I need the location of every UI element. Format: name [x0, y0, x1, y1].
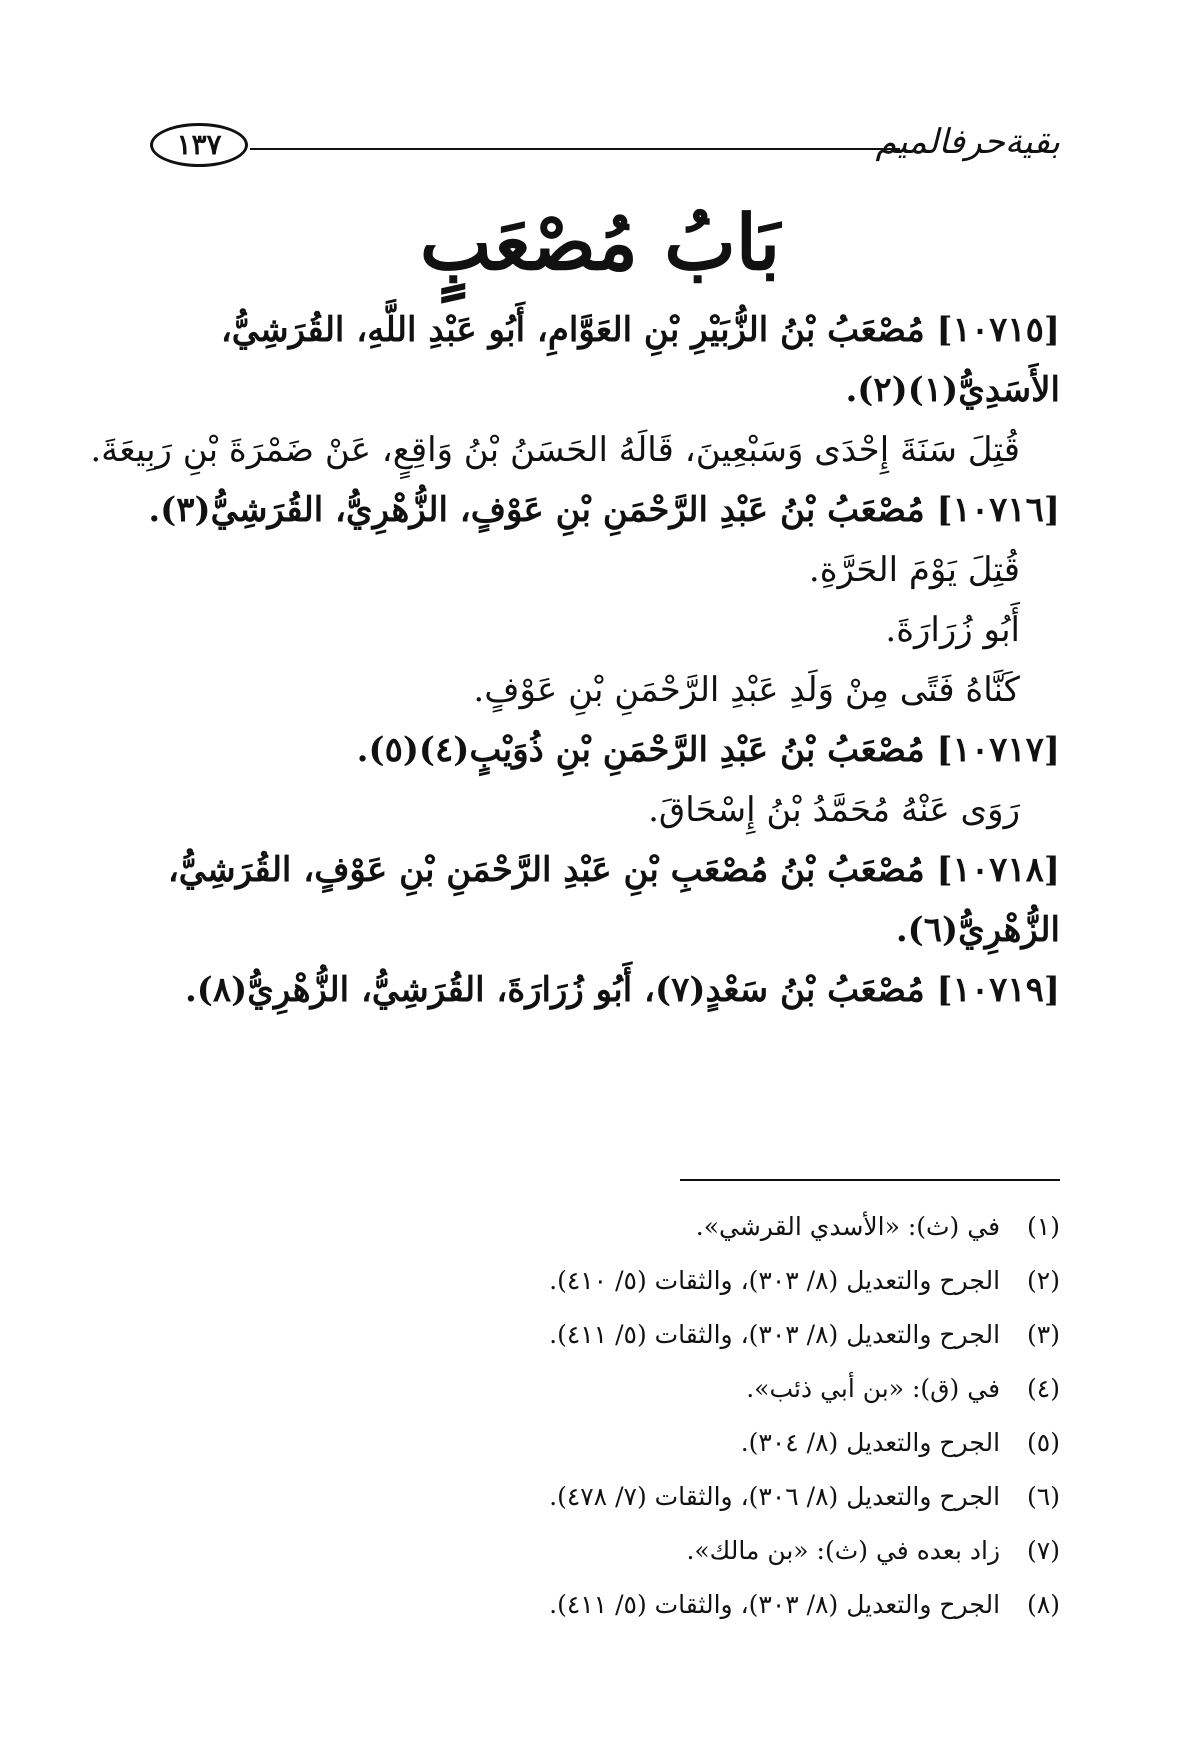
- entry-10717: [١٠٧١٧] مُصْعَبُ بْنُ عَبْدِ الرَّحْمَنِ بْنِ ذُوَيْبٍ(٤)(٥).: [356, 730, 1060, 770]
- entry-10716-note-2: أَبُو زُرَارَةَ.: [885, 610, 1020, 650]
- footnote-item: [160, 1362, 1060, 1416]
- entry-10718-line-1: [١٠٧١٨] مُصْعَبُ بْنُ مُصْعَبِ بْنِ عَبْدِ الرَّحْمَنِ بْنِ عَوْفٍ، القُرَشِيُّ،: [167, 850, 1060, 890]
- footnote-item: [160, 1416, 1060, 1470]
- footnote-number: (٣): [1027, 1320, 1060, 1349]
- entry-10716-note-3: كَنَّاهُ فَتًى مِنْ وَلَدِ عَبْدِ الرَّحْمَنِ بْنِ عَوْفٍ.: [473, 670, 1020, 710]
- footnote-text: الجرح والتعديل (٨/ ٣٠٣)، والثقات (٥/ ٤١١).: [549, 1590, 1001, 1619]
- page-header: [150, 118, 1060, 178]
- footnote-text: الجرح والتعديل (٨/ ٣٠٤).: [740, 1428, 1001, 1457]
- entry-10717-note: رَوَى عَنْهُ مُحَمَّدُ بْنُ إِسْحَاقَ.: [648, 790, 1020, 830]
- footnote-text: الجرح والتعديل (٨/ ٣٠٦)، والثقات (٧/ ٤٧٨).: [549, 1482, 1001, 1511]
- entry-10718-line-2: الزُّهْرِيُّ(٦).: [895, 910, 1060, 950]
- footnote-rule: [680, 1179, 1060, 1181]
- entry-10715-line-2: الأَسَدِيُّ(١)(٢).: [845, 370, 1060, 410]
- footnote-number: (٢): [1027, 1266, 1060, 1295]
- footnote-number: (٨): [1027, 1590, 1060, 1619]
- footnote-item: [160, 1200, 1060, 1254]
- footnote-text: في (ث): «الأسدي القرشي».: [695, 1212, 1001, 1241]
- footnote-text: في (ق): «بن أبي ذئب».: [746, 1374, 1001, 1403]
- footnotes: [160, 1200, 1060, 1632]
- footnote-number: (٥): [1027, 1428, 1060, 1457]
- header-rule: [250, 148, 900, 150]
- footnote-item: [160, 1254, 1060, 1308]
- footnote-item: [160, 1578, 1060, 1632]
- chapter-title: بَابُ مُصْعَبٍ: [419, 198, 781, 287]
- running-title: بقيةحرفالميم: [875, 122, 1060, 162]
- footnote-text: الجرح والتعديل (٨/ ٣٠٣)، والثقات (٥/ ٤١١).: [549, 1320, 1001, 1349]
- footnote-number: (٤): [1027, 1374, 1060, 1403]
- footnote-number: (١): [1027, 1212, 1060, 1241]
- footnote-number: (٧): [1027, 1536, 1060, 1565]
- footnote-item: [160, 1470, 1060, 1524]
- entry-10716-note-1: قُتِلَ يَوْمَ الحَرَّةِ.: [808, 550, 1020, 590]
- footnote-number: (٦): [1027, 1482, 1060, 1511]
- page-number: ١٣٧: [150, 123, 248, 167]
- entry-10719: [١٠٧١٩] مُصْعَبُ بْنُ سَعْدٍ(٧)، أَبُو زُرَارَةَ، القُرَشِيُّ، الزُّهْرِيُّ(٨).: [184, 970, 1060, 1010]
- entry-10716: [١٠٧١٦] مُصْعَبُ بْنُ عَبْدِ الرَّحْمَنِ بْنِ عَوْفٍ، الزُّهْرِيُّ، القُرَشِيُّ(٣).: [148, 490, 1060, 530]
- entry-10715-line-1: [١٠٧١٥] مُصْعَبُ بْنُ الزُّبَيْرِ بْنِ العَوَّامِ، أَبُو عَبْدِ اللَّهِ، القُرَشِيُّ،: [220, 310, 1060, 350]
- footnote-item: [160, 1524, 1060, 1578]
- footnote-item: [160, 1308, 1060, 1362]
- body-text: [90, 300, 1060, 1020]
- footnote-text: الجرح والتعديل (٨/ ٣٠٣)، والثقات (٥/ ٤١٠).: [549, 1266, 1001, 1295]
- entry-10715-note: قُتِلَ سَنَةَ إِحْدَى وَسَبْعِينَ، قَالَهُ الحَسَنُ بْنُ وَاقِعٍ، عَنْ ضَمْرَةَ بْنِ رَبِيعَةَ.: [90, 430, 1020, 470]
- footnote-text: زاد بعده في (ث): «بن مالك».: [686, 1536, 1001, 1565]
